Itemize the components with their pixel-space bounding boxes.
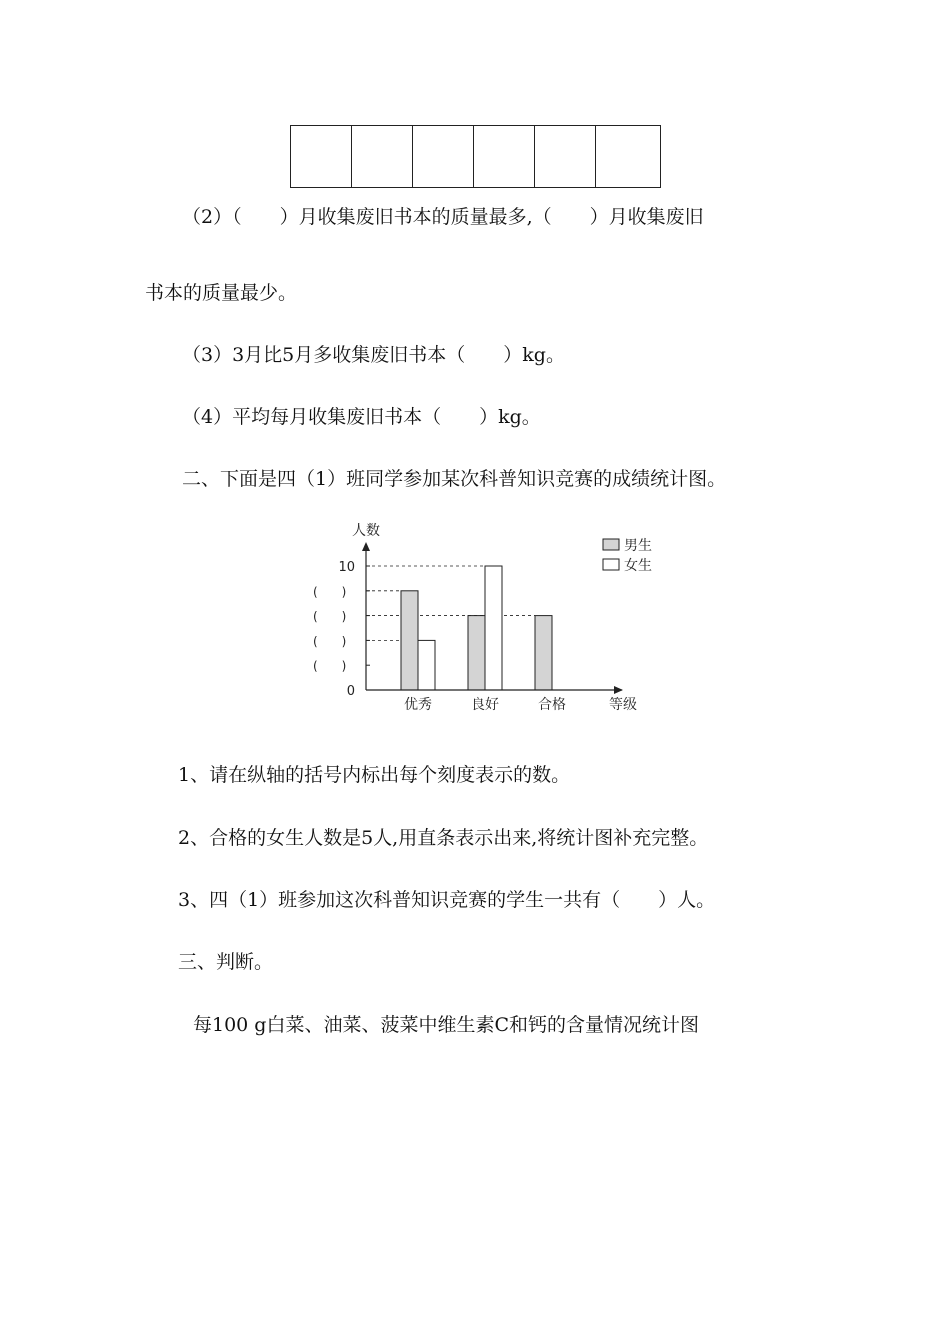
legend-swatch xyxy=(603,539,619,550)
answer-box[interactable] xyxy=(291,126,352,187)
question-2-line-1: （2）（ ）月收集废旧书本的质量最多,（ ）月收集废旧 xyxy=(182,206,704,228)
answer-box[interactable] xyxy=(413,126,474,187)
chart-guides xyxy=(366,566,535,640)
section-2-item-2: 2、合格的女生人数是5人,用直条表示出来,将统计图补充完整。 xyxy=(178,827,709,849)
answer-box[interactable] xyxy=(535,126,596,187)
legend-label: 女生 xyxy=(624,558,652,574)
chart-bars xyxy=(401,566,552,690)
question-2-line-2: 书本的质量最少。 xyxy=(145,282,298,304)
chart-caption: 每100 g白菜、油菜、菠菜中维生素C和钙的含量情况统计图 xyxy=(193,1014,700,1036)
answer-box[interactable] xyxy=(474,126,535,187)
y-tick-label: ( ) xyxy=(313,584,347,599)
section-3-heading: 三、判断。 xyxy=(178,951,274,973)
y-tick-label: ( ) xyxy=(313,659,347,674)
y-tick-label: 0 xyxy=(346,684,355,699)
bar-male-1 xyxy=(401,591,418,690)
section-2-heading: 二、下面是四（1）班同学参加某次科普知识竞赛的成绩统计图。 xyxy=(182,468,727,490)
y-tick-label: ( ) xyxy=(313,634,347,649)
bar-female-1 xyxy=(418,640,435,690)
y-axis-arrow xyxy=(362,542,370,551)
answer-box[interactable] xyxy=(352,126,413,187)
bar-male-3 xyxy=(535,616,552,690)
category-label: 合格 xyxy=(538,697,566,713)
legend-label: 男生 xyxy=(624,538,652,554)
category-label: 良好 xyxy=(471,697,499,713)
y-tick-label: ( ) xyxy=(313,609,347,624)
bar-female-2 xyxy=(485,566,502,690)
y-tick-label: 10 xyxy=(338,560,355,575)
x-axis-title: 等级 xyxy=(609,697,637,713)
answer-boxes xyxy=(290,125,661,188)
grade-bar-chart xyxy=(300,515,660,720)
question-4: （4）平均每月收集废旧书本（ ）kg。 xyxy=(182,406,541,428)
answer-box[interactable] xyxy=(596,126,661,187)
question-3: （3）3月比5月多收集废旧书本（ ）kg。 xyxy=(182,344,565,366)
category-label: 优秀 xyxy=(404,697,432,713)
bar-male-2 xyxy=(468,616,485,690)
section-2-item-1: 1、请在纵轴的括号内标出每个刻度表示的数。 xyxy=(178,764,571,786)
legend-swatch xyxy=(603,559,619,570)
x-axis-arrow xyxy=(614,686,623,694)
chart-legend xyxy=(603,537,652,574)
y-axis-title: 人数 xyxy=(352,523,380,539)
section-2-item-3: 3、四（1）班参加这次科普知识竞赛的学生一共有（ ）人。 xyxy=(178,889,716,911)
